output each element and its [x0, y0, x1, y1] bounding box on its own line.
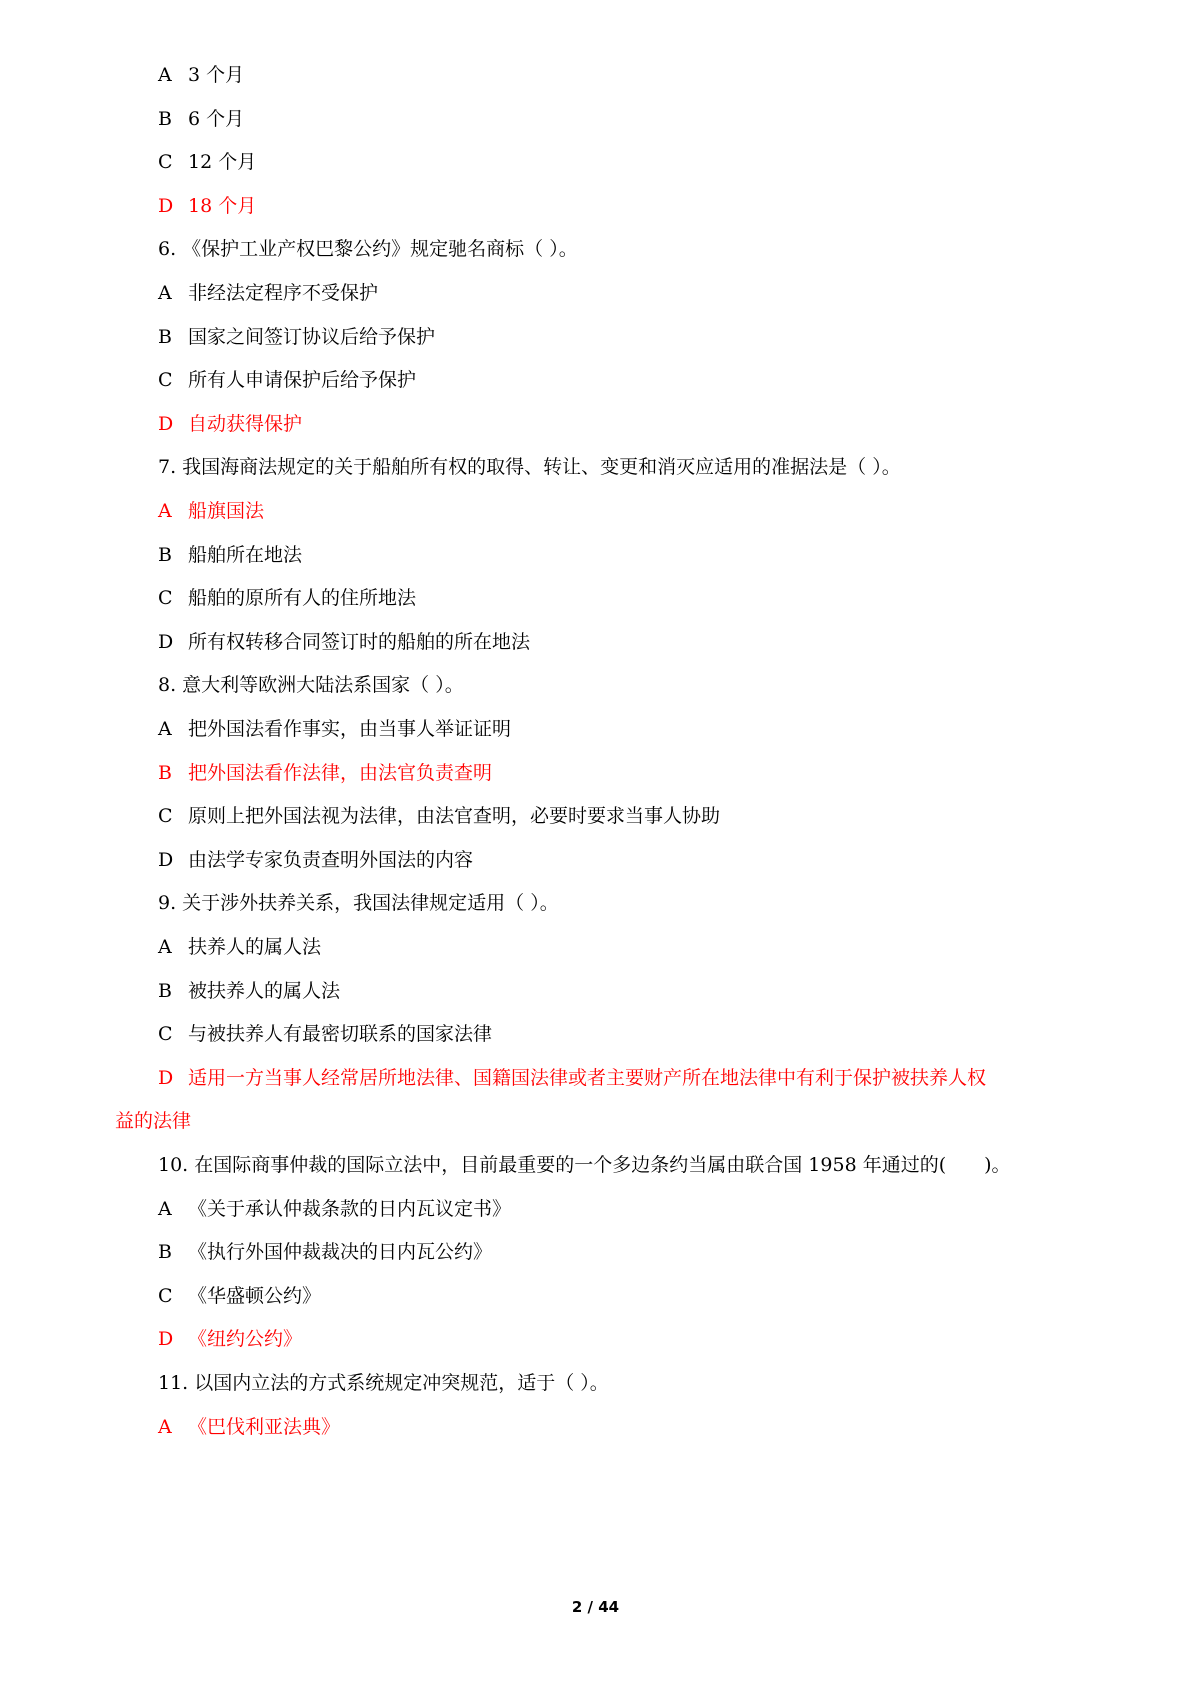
option-letter: D: [158, 194, 174, 217]
option-letter: D: [158, 412, 174, 435]
line-text: 原则上把外国法视为法律，由法官查明，必要时要求当事人协助: [188, 805, 721, 828]
option-line: [158, 585, 416, 611]
option-line: [158, 1283, 321, 1309]
option-letter: A: [158, 1415, 172, 1438]
question-line: [158, 1152, 1011, 1178]
option-letter: C: [158, 151, 173, 174]
option-line: [158, 367, 416, 393]
option-line: [158, 1414, 340, 1440]
question-line: [158, 1370, 609, 1396]
option-line: [158, 847, 473, 873]
question-line: [115, 1108, 191, 1134]
option-letter: A: [158, 500, 172, 522]
line-text: 6. 《保护工业产权巴黎公约》规定驰名商标（ ）。: [158, 238, 578, 261]
option-line: [158, 106, 244, 132]
option-line: [158, 498, 264, 524]
option-letter: B: [158, 979, 172, 1002]
line-text: 10. 在国际商事仲裁的国际立法中，目前最重要的一个多边条约当属由联合国 1958 年通过的( )。: [158, 1154, 1011, 1176]
option-line: [158, 760, 492, 786]
line-text: 把外国法看作事实，由当事人举证证明: [188, 718, 512, 740]
option-line: [158, 1239, 492, 1265]
question-line: [158, 672, 464, 698]
line-text: 《纽约公约》: [188, 1328, 303, 1351]
option-line: [158, 1065, 986, 1091]
option-letter: D: [158, 630, 174, 653]
option-letter: D: [158, 1328, 174, 1351]
option-letter: C: [158, 587, 173, 610]
line-text: 船舶所在地法: [188, 543, 303, 566]
option-letter: B: [158, 543, 172, 566]
option-letter: C: [158, 1023, 173, 1046]
option-line: [158, 629, 530, 655]
question-line: [158, 890, 559, 916]
line-text: 《华盛顿公约》: [188, 1284, 322, 1307]
line-text: 由法学专家负责查明外国法的内容: [188, 848, 474, 871]
question-line: [158, 454, 901, 480]
line-text: 与被扶养人有最密切联系的国家法律: [188, 1023, 493, 1046]
option-line: [158, 62, 244, 88]
option-line: [158, 193, 256, 219]
option-line: [158, 803, 720, 829]
option-letter: C: [158, 805, 173, 828]
option-letter: D: [158, 1066, 174, 1089]
line-text: 所有权转移合同签订时的船舶的所在地法: [188, 630, 531, 653]
line-text: 船舶的原所有人的住所地法: [188, 587, 417, 610]
option-letter: B: [158, 107, 172, 130]
option-letter: B: [158, 325, 172, 348]
line-text: 非经法定程序不受保护: [188, 282, 379, 304]
line-text: 把外国法看作法律，由法官负责查明: [188, 761, 493, 784]
question-line: [158, 236, 578, 262]
line-text: 《关于承认仲裁条款的日内瓦议定书》: [188, 1197, 512, 1220]
option-letter: A: [158, 1197, 172, 1220]
option-line: [158, 978, 340, 1004]
option-line: [158, 1021, 492, 1047]
line-text: 适用一方当事人经常居所地法律、国籍国法律或者主要财产所在地法律中有利于保护被扶养人权: [188, 1066, 987, 1089]
option-line: [158, 716, 511, 742]
option-line: [158, 411, 302, 437]
option-line: [158, 1196, 511, 1222]
option-letter: A: [158, 64, 172, 86]
page-number: 2 / 44: [571, 1598, 620, 1616]
line-text: 《巴伐利亚法典》: [188, 1415, 341, 1438]
option-line: [158, 542, 302, 568]
line-text: 8. 意大利等欧洲大陆法系国家（ ）。: [158, 674, 464, 697]
option-letter: C: [158, 369, 173, 392]
line-text: 11. 以国内立法的方式系统规定冲突规范，适于（ ）。: [158, 1372, 609, 1394]
line-text: 《执行外国仲裁裁决的日内瓦公约》: [188, 1241, 493, 1264]
line-text: 7. 我国海商法规定的关于船舶所有权的取得、转让、变更和消灭应适用的准据法是（ ）。: [158, 456, 901, 479]
line-text: 自动获得保护: [188, 412, 303, 435]
line-text: 益的法律: [115, 1110, 192, 1133]
option-letter: A: [158, 936, 172, 958]
option-letter: D: [158, 848, 174, 871]
line-text: 3 个月: [188, 64, 245, 86]
option-line: [158, 324, 435, 350]
option-line: [158, 280, 378, 306]
line-text: 9. 关于涉外扶养关系，我国法律规定适用（ ）。: [158, 892, 559, 915]
line-text: 12 个月: [188, 151, 257, 174]
option-line: [158, 149, 256, 175]
line-text: 6 个月: [188, 107, 245, 130]
line-text: 扶养人的属人法: [188, 936, 322, 958]
option-letter: A: [158, 718, 172, 740]
option-letter: C: [158, 1284, 173, 1307]
option-letter: B: [158, 761, 172, 784]
option-line: [158, 1326, 302, 1352]
option-letter: B: [158, 1241, 172, 1264]
option-line: [158, 934, 321, 960]
line-text: 18 个月: [188, 194, 257, 217]
option-letter: A: [158, 282, 172, 304]
line-text: 被扶养人的属人法: [188, 979, 341, 1002]
line-text: 船旗国法: [188, 500, 265, 522]
line-text: 国家之间签订协议后给予保护: [188, 325, 436, 348]
line-text: 所有人申请保护后给予保护: [188, 369, 417, 392]
